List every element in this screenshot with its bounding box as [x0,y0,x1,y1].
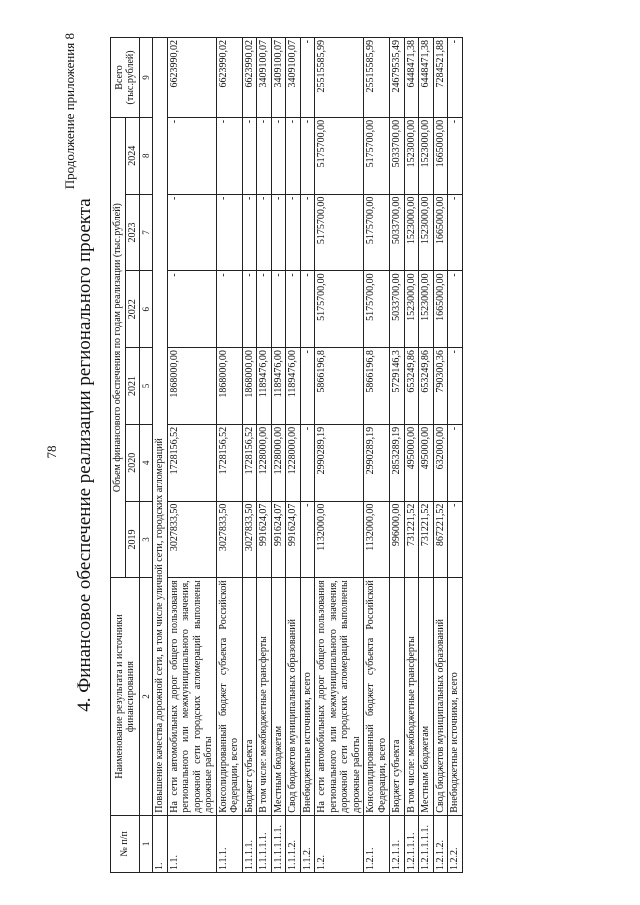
row-name: Внебюджетные источники, всего [448,578,463,815]
row-total-value: - [300,38,315,118]
row-year-value: - [448,424,463,501]
row-year-value: 653249,86 [419,348,434,425]
header-year: 2023 [125,194,140,271]
row-name: Свод бюджетов муниципальных образований [286,578,301,815]
row-year-value: 5175700,00 [364,117,390,194]
row-year-value: 1132000,00 [315,501,364,578]
row-year-value: - [216,271,242,348]
row-year-value: 1228000,00 [271,424,286,501]
row-total-value: 6623990,02 [167,38,216,118]
table-row [242,38,257,873]
row-total-value: 24679535,49 [390,38,405,118]
column-index-row [140,38,153,873]
row-year-value: 5033700,00 [390,117,405,194]
row-year-value: 5175700,00 [364,271,390,348]
row-year-value: 632000,00 [433,424,448,501]
row-year-value: - [300,271,315,348]
row-year-value: 5175700,00 [315,117,364,194]
table-row [448,38,463,873]
row-year-value: 731221,52 [419,501,434,578]
continuation-note: Продолжение приложения 8 [62,33,77,190]
table-row [404,38,419,873]
row-number: 1.2. [315,815,364,872]
section-title: Повышение качества дорожной сети, в том числе уличной сети, городских агломераций [153,38,168,816]
row-year-value: - [242,271,257,348]
header-year: 2020 [125,424,140,501]
row-year-value: 5175700,00 [315,194,364,271]
row-number: 1.1. [167,815,216,872]
row-year-value: - [242,117,257,194]
table-row [419,38,434,873]
row-number: 1.2.2. [448,815,463,872]
row-year-value: 1665000,00 [433,117,448,194]
row-name: Внебюджетные источники, всего [300,578,315,815]
row-year-value: 3027833,50 [216,501,242,578]
row-year-value: 1665000,00 [433,271,448,348]
header-year: 2022 [125,271,140,348]
section-no: 1. [153,815,168,872]
row-year-value: - [448,194,463,271]
row-year-value: 1523000,00 [404,117,419,194]
row-year-value: 2990289,19 [364,424,390,501]
row-name: Свод бюджетов муниципальных образований [433,578,448,815]
row-name: Консолидированный бюджет субъекта Российской Федерации, всего [364,578,390,815]
header-year-group: Объем финансового обеспечения по годам реализации (тыс.рублей) [111,117,126,577]
table-row [315,38,364,873]
row-year-value: - [286,194,301,271]
row-year-value: 495000,00 [404,424,419,501]
row-total-value: 3409100,07 [257,38,272,118]
row-year-value: 867221,52 [433,501,448,578]
table-row [286,38,301,873]
row-total-value: 6623990,02 [242,38,257,118]
row-year-value: 1523000,00 [404,194,419,271]
row-year-value: - [286,117,301,194]
row-year-value: - [300,348,315,425]
row-year-value: 991624,07 [257,501,272,578]
row-year-value: 495000,00 [419,424,434,501]
row-year-value: 1189476,00 [257,348,272,425]
row-year-value: 1523000,00 [419,194,434,271]
row-name: На сети автомобильных дорог общего пользования регионального или межмуниципального значения, дорожной сети городских агломераций выполнены дорожные работы [167,578,216,815]
row-year-value: - [271,117,286,194]
row-number: 1.1.1.1. [242,815,257,872]
row-year-value: 1665000,00 [433,194,448,271]
column-index: 3 [140,501,153,578]
row-name: На сети автомобильных дорог общего пользования регионального или межмуниципального значения, дорожной сети городских агломераций выполнены дорожные работы [315,578,364,815]
row-total-value: 6448471,38 [419,38,434,118]
table-row [433,38,448,873]
row-year-value: - [448,501,463,578]
row-year-value: - [300,194,315,271]
row-number: 1.2.1. [364,815,390,872]
row-year-value: 5866196,8 [315,348,364,425]
row-year-value: - [271,194,286,271]
table-row [271,38,286,873]
row-year-value: 1728156,52 [242,424,257,501]
row-year-value: 731221,52 [404,501,419,578]
column-index: 1 [140,815,153,872]
row-year-value: - [448,271,463,348]
row-year-value: 5175700,00 [315,271,364,348]
row-year-value: - [167,194,216,271]
row-year-value: 991624,07 [271,501,286,578]
header-year: 2024 [125,117,140,194]
row-number: 1.1.1.2. [286,815,301,872]
header-year: 2021 [125,348,140,425]
row-year-value: 1189476,00 [286,348,301,425]
row-number: 1.1.1. [216,815,242,872]
column-index: 4 [140,424,153,501]
row-year-value: 653249,86 [404,348,419,425]
row-name: Местным бюджетам [271,578,286,815]
table-row [300,38,315,873]
row-year-value: 1228000,00 [257,424,272,501]
row-year-value: 5175700,00 [364,194,390,271]
row-year-value: - [271,271,286,348]
row-total-value: 7284521,88 [433,38,448,118]
row-year-value: 1728156,52 [216,424,242,501]
table-row [257,38,272,873]
row-year-value: - [300,117,315,194]
row-total-value: - [448,38,463,118]
row-total-value: 6623990,02 [216,38,242,118]
row-name: Консолидированный бюджет субъекта Российской Федерации, всего [216,578,242,815]
column-index: 8 [140,117,153,194]
row-year-value: - [300,424,315,501]
table-row [364,38,390,873]
row-number: 1.2.1.2. [433,815,448,872]
row-year-value: - [216,117,242,194]
column-index: 6 [140,271,153,348]
row-year-value: 1523000,00 [419,271,434,348]
row-year-value: 1523000,00 [419,117,434,194]
document-title: 4. Финансовое обеспечение реализации регионального проекта [74,198,95,712]
row-year-value: - [448,117,463,194]
row-year-value: 2990289,19 [315,424,364,501]
section-row [153,38,168,873]
header-name: Наименование результата и источники финансирования [111,578,140,815]
row-year-value: 3027833,50 [242,501,257,578]
row-total-value: 25515585,99 [364,38,390,118]
row-number: 1.1.1.1.1. [257,815,272,872]
column-index: 9 [140,38,153,118]
header-year: 2019 [125,501,140,578]
header-total: Всего (тыс.рублей) [111,38,140,118]
row-year-value: 991624,07 [286,501,301,578]
row-year-value: - [257,194,272,271]
row-number: 1.1.2. [300,815,315,872]
row-year-value: - [448,348,463,425]
header-no: № п/п [111,815,140,872]
row-year-value: 1868000,00 [167,348,216,425]
row-number: 1.2.1.1.1.1. [419,815,434,872]
rotated-page-content [60,25,580,885]
row-name: Бюджет субъекта [242,578,257,815]
column-index: 7 [140,194,153,271]
row-year-value: 2853289,19 [390,424,405,501]
row-year-value: - [242,194,257,271]
row-year-value: - [300,501,315,578]
row-year-value: 1868000,00 [242,348,257,425]
row-number: 1.1.1.1.1.1. [271,815,286,872]
row-total-value: 6448471,38 [404,38,419,118]
row-total-value: 3409100,07 [271,38,286,118]
row-year-value: - [286,271,301,348]
column-index: 5 [140,348,153,425]
page-number: 78 [44,445,59,459]
table-row [390,38,405,873]
row-year-value: - [216,194,242,271]
row-year-value: - [257,117,272,194]
row-name: Бюджет субъекта [390,578,405,815]
row-year-value: 1189476,00 [271,348,286,425]
row-number: 1.2.1.1. [390,815,405,872]
row-total-value: 3409100,07 [286,38,301,118]
row-name: В том числе: межбюджетные трансферты [404,578,419,815]
row-total-value: 25515585,99 [315,38,364,118]
row-year-value: - [167,271,216,348]
row-name: В том числе: межбюджетные трансферты [257,578,272,815]
row-year-value: 1523000,00 [404,271,419,348]
row-year-value: 3027833,50 [167,501,216,578]
row-year-value: 5033700,00 [390,194,405,271]
row-number: 1.2.1.1.1. [404,815,419,872]
table-row [216,38,242,873]
row-year-value: 996000,00 [390,501,405,578]
row-year-value: - [257,271,272,348]
row-year-value: 1728156,52 [167,424,216,501]
row-year-value: 5729146,3 [390,348,405,425]
row-year-value: 5033700,00 [390,271,405,348]
row-year-value: - [167,117,216,194]
row-name: Местным бюджетам [419,578,434,815]
row-year-value: 1132000,00 [364,501,390,578]
row-year-value: 5866196,8 [364,348,390,425]
row-year-value: 1868000,00 [216,348,242,425]
column-index: 2 [140,578,153,815]
financing-table [110,37,463,873]
table-row [167,38,216,873]
row-year-value: 1228000,00 [286,424,301,501]
row-year-value: 790300,36 [433,348,448,425]
